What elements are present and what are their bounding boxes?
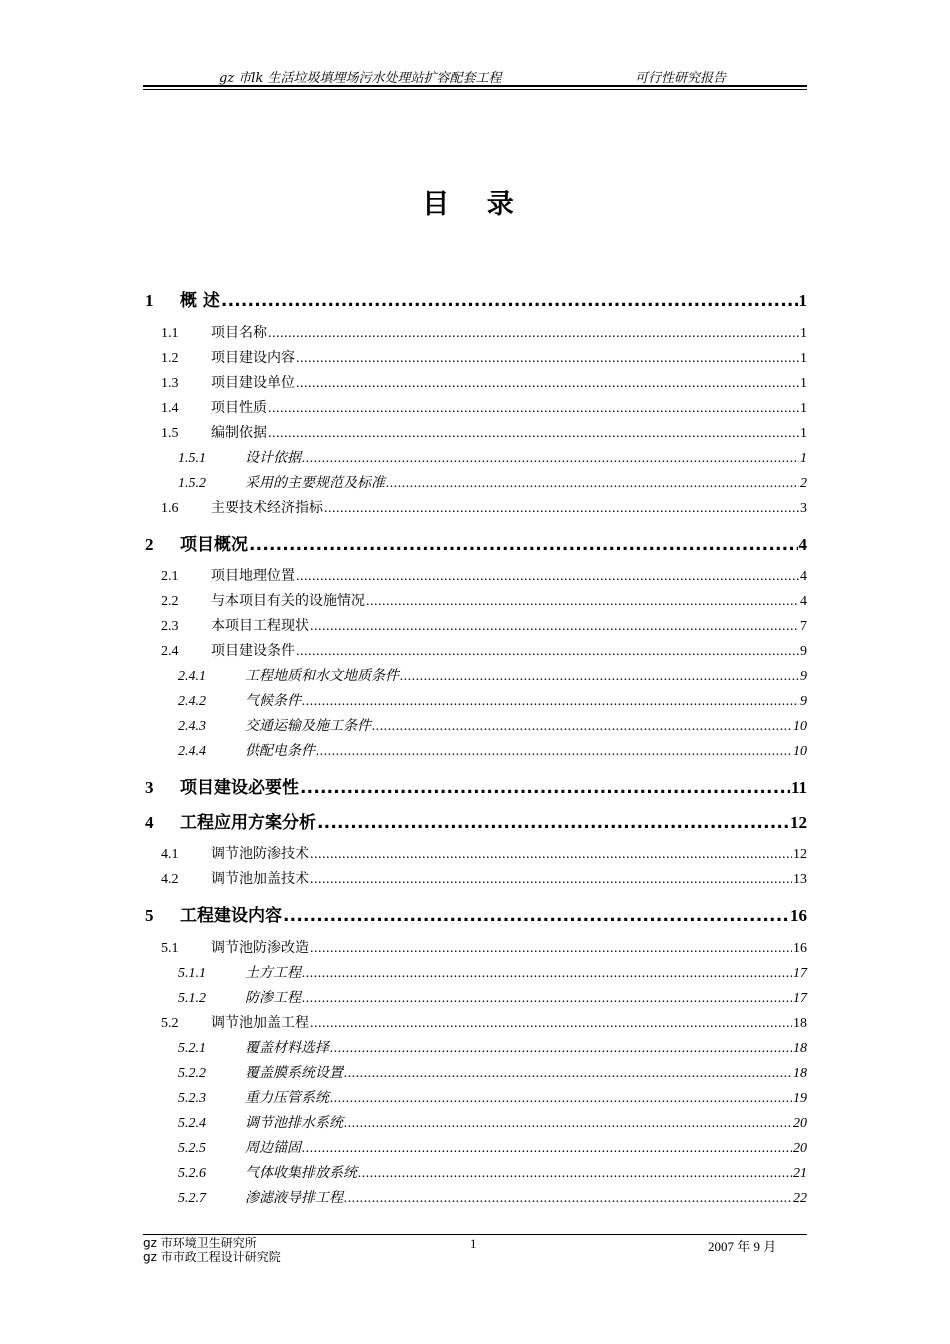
toc-entry-number: 1.5.1 [178, 451, 206, 466]
toc-entry-number: 5.2.1 [178, 1041, 206, 1056]
toc-leader-dots [302, 694, 799, 710]
toc-entry-page: 21 [793, 1166, 807, 1181]
toc-entry-title: 工程建设内容 [180, 906, 282, 926]
toc-entry-number: 1.5.2 [178, 476, 206, 491]
toc-leader-dots [372, 719, 792, 735]
toc-entry-number: 4.1 [161, 847, 179, 862]
toc-entry-title: 调节池排水系统 [245, 1116, 343, 1131]
toc-entry-title: 项目性质 [211, 401, 267, 416]
toc-entry[interactable] [143, 808, 807, 833]
toc-entry-title: 项目名称 [211, 326, 267, 341]
toc-entry-page: 17 [793, 991, 807, 1006]
toc-leader-dots [330, 1041, 792, 1057]
toc-entry-number: 2.3 [161, 619, 179, 634]
toc-entry-number: 5.1.2 [178, 991, 206, 1006]
toc-entry-title: 工程地质和水文地质条件 [245, 669, 399, 684]
toc-leader-dots [310, 619, 799, 635]
toc-entry-number: 1.4 [161, 401, 179, 416]
toc-entry-title: 渗滤液导排工程 [245, 1191, 343, 1206]
toc-entry-page: 20 [793, 1141, 807, 1156]
toc-entry-title: 周边锚固 [245, 1141, 301, 1156]
toc-entry-number: 5.2.2 [178, 1066, 206, 1081]
toc-leader-dots [296, 376, 799, 392]
toc-entry[interactable] [143, 901, 807, 926]
toc-entry-title: 项目地理位置 [211, 569, 295, 584]
toc-entry-title: 防渗工程 [245, 991, 301, 1006]
toc-leader-dots [302, 991, 792, 1007]
toc-entry-number: 5 [145, 906, 154, 925]
toc-entry-page: 11 [790, 778, 807, 797]
toc-entry-number: 2.4.4 [178, 744, 206, 759]
toc-entry-number: 2.4.2 [178, 694, 206, 709]
toc-entry-page: 18 [793, 1041, 807, 1056]
toc-leader-dots [366, 594, 799, 610]
toc-entry-number: 1.5 [161, 426, 179, 441]
toc-leader-dots [249, 535, 798, 555]
toc-entry-number: 2.4.1 [178, 669, 206, 684]
toc-entry-page: 1 [800, 426, 807, 441]
toc-entry-number: 5.2.3 [178, 1091, 206, 1106]
toc-entry-number: 5.2 [161, 1016, 179, 1031]
toc-entry-title: 项目建设内容 [211, 351, 295, 366]
toc-entry-page: 1 [798, 291, 807, 310]
toc-entry[interactable] [143, 590, 807, 610]
toc-entry[interactable] [143, 397, 807, 417]
footer-page-number: 1 [470, 1236, 477, 1251]
toc-entry-title: 调节池加盖工程 [211, 1016, 309, 1031]
toc-entry[interactable] [143, 286, 807, 311]
toc-entry-page: 18 [793, 1066, 807, 1081]
toc-entry[interactable] [143, 690, 807, 710]
toc-entry[interactable] [143, 937, 807, 957]
toc-leader-dots [400, 669, 799, 685]
toc-leader-dots [296, 569, 799, 585]
toc-leader-dots [302, 1141, 792, 1157]
toc-leader-dots [283, 906, 789, 926]
toc-entry[interactable] [143, 565, 807, 585]
toc-leader-dots [316, 744, 792, 760]
toc-leader-dots [310, 847, 792, 863]
toc-entry-number: 5.2.5 [178, 1141, 206, 1156]
toc-entry[interactable] [143, 322, 807, 342]
toc-entry-title: 调节池防渗改造 [211, 941, 309, 956]
toc-entry[interactable] [143, 347, 807, 367]
toc-entry[interactable] [143, 1062, 807, 1082]
toc-leader-dots [221, 291, 798, 311]
toc-entry-number: 2.1 [161, 569, 179, 584]
toc-entry[interactable] [143, 843, 807, 863]
toc-leader-dots [310, 1016, 792, 1032]
toc-entry-title: 工程应用方案分析 [180, 813, 316, 833]
toc-entry-title: 土方工程 [245, 966, 301, 981]
toc-leader-dots [344, 1191, 792, 1207]
toc-entry[interactable] [143, 422, 807, 442]
footer-org-1: gz 市环境卫生研究所 [143, 1236, 257, 1250]
toc-entry-page: 13 [793, 872, 807, 887]
page-header [143, 64, 807, 86]
toc-entry-page: 9 [800, 669, 807, 684]
toc-entry-title: 项目建设单位 [211, 376, 295, 391]
page-title: 目 录 [422, 189, 528, 220]
toc-entry-number: 5.1 [161, 941, 179, 956]
toc-entry[interactable] [143, 740, 807, 760]
header-report-type: 可行性研究报告 [635, 71, 727, 86]
toc-entry-title: 调节池加盖技术 [211, 872, 309, 887]
toc-entry-page: 10 [793, 719, 807, 734]
footer-org-2: gz 市市政工程设计研究院 [143, 1250, 281, 1264]
toc-entry-title: 项目概况 [180, 535, 248, 555]
toc-entry-page: 17 [793, 966, 807, 981]
toc-entry-title: 调节池防渗技术 [211, 847, 309, 862]
toc-entry-number: 5.2.4 [178, 1116, 206, 1131]
toc-entry-page: 1 [800, 326, 807, 341]
toc-entry-page: 1 [800, 451, 807, 466]
toc-entry[interactable] [143, 1112, 807, 1132]
toc-entry-number: 1.6 [161, 501, 179, 516]
toc-entry[interactable] [143, 447, 807, 467]
toc-entry[interactable] [143, 987, 807, 1007]
toc-leader-dots [310, 872, 792, 888]
toc-leader-dots [344, 1116, 792, 1132]
toc-entry-number: 4.2 [161, 872, 179, 887]
toc-entry-number: 2.2 [161, 594, 179, 609]
toc-leader-dots [344, 1066, 792, 1082]
toc-leader-dots [268, 326, 799, 342]
toc-entry[interactable] [143, 1137, 807, 1157]
toc-entry-title: 概 述 [180, 291, 220, 311]
toc-entry-page: 1 [800, 351, 807, 366]
toc-entry-page: 12 [790, 813, 807, 832]
toc-entry-number: 2 [145, 535, 154, 554]
toc-entry-title: 设计依据 [245, 451, 301, 466]
footer-rule [143, 1234, 807, 1235]
toc-entry-page: 3 [800, 501, 807, 516]
toc-entry-title: 交通运输及施工条件 [245, 719, 371, 734]
header-project-title: gz 市lk 生活垃圾填埋场污水处理站扩容配套工程 [219, 71, 502, 86]
toc-entry-page: 4 [800, 569, 807, 584]
toc-entry-title: 气体收集排放系统 [245, 1166, 357, 1181]
toc-leader-dots [324, 501, 799, 517]
toc-entry-title: 编制依据 [211, 426, 267, 441]
toc-entry-number: 1.1 [161, 326, 179, 341]
toc-entry[interactable] [143, 1162, 807, 1182]
toc-entry[interactable] [143, 1012, 807, 1032]
toc-entry-title: 与本项目有关的设施情况 [211, 594, 365, 609]
toc-entry-page: 22 [793, 1191, 807, 1206]
toc-entry-title: 覆盖膜系统设置 [245, 1066, 343, 1081]
toc-entry[interactable] [143, 1037, 807, 1057]
toc-entry-number: 1.2 [161, 351, 179, 366]
toc-leader-dots [310, 941, 792, 957]
toc-entry-title: 项目建设必要性 [180, 778, 299, 798]
toc-entry[interactable] [143, 773, 807, 798]
toc-leader-dots [300, 778, 790, 798]
toc-entry-page: 12 [793, 847, 807, 862]
toc-entry-number: 2.4.3 [178, 719, 206, 734]
toc-entry-page: 1 [800, 401, 807, 416]
toc-entry-title: 供配电条件 [245, 744, 315, 759]
toc-entry-page: 16 [790, 906, 807, 925]
toc-leader-dots [386, 476, 799, 492]
toc-entry-page: 9 [800, 644, 807, 659]
header-rule-thick [143, 85, 807, 87]
toc-entry-page: 10 [793, 744, 807, 759]
toc-entry-number: 2.4 [161, 644, 179, 659]
toc-entry-number: 3 [145, 778, 154, 797]
toc-entry-number: 5.2.6 [178, 1166, 206, 1181]
toc-leader-dots [302, 451, 799, 467]
toc-entry-page: 7 [800, 619, 807, 634]
toc-entry-page: 9 [800, 694, 807, 709]
footer-date: 2007 年 9 月 [708, 1239, 777, 1254]
toc-leader-dots [268, 426, 799, 442]
toc-entry[interactable] [143, 868, 807, 888]
toc-entry-title: 气候条件 [245, 694, 301, 709]
toc-entry[interactable] [143, 1087, 807, 1107]
toc-entry-title: 采用的主要规范及标准 [245, 476, 385, 491]
toc-leader-dots [296, 644, 799, 660]
toc-entry-number: 5.2.7 [178, 1191, 206, 1206]
toc-entry-page: 18 [793, 1016, 807, 1031]
toc-entry-title: 项目建设条件 [211, 644, 295, 659]
toc-entry[interactable] [143, 640, 807, 660]
toc-entry-title: 本项目工程现状 [211, 619, 309, 634]
toc-leader-dots [302, 966, 792, 982]
toc-entry-page: 20 [793, 1116, 807, 1131]
toc-leader-dots [330, 1091, 792, 1107]
toc-entry[interactable] [143, 665, 807, 685]
toc-entry-page: 16 [793, 941, 807, 956]
toc-entry[interactable] [143, 1187, 807, 1207]
toc-leader-dots [296, 351, 799, 367]
toc-entry-page: 2 [800, 476, 807, 491]
toc-entry-number: 4 [145, 813, 154, 832]
toc-entry-number: 1.3 [161, 376, 179, 391]
toc-entry-page: 4 [798, 535, 807, 554]
footer-organizations [143, 1236, 281, 1264]
toc-leader-dots [317, 813, 789, 833]
toc-entry-page: 4 [800, 594, 807, 609]
toc-entry[interactable] [143, 962, 807, 982]
toc-entry[interactable] [143, 530, 807, 555]
toc-leader-dots [358, 1166, 792, 1182]
toc-entry-title: 重力压管系统 [245, 1091, 329, 1106]
toc-entry-number: 5.1.1 [178, 966, 206, 981]
toc-entry-number: 1 [145, 291, 154, 310]
toc-leader-dots [268, 401, 799, 417]
toc-entry[interactable] [143, 497, 807, 517]
toc-entry[interactable] [143, 615, 807, 635]
header-rule-thin [143, 89, 807, 90]
toc-entry-title: 主要技术经济指标 [211, 501, 323, 516]
toc-entry-page: 19 [793, 1091, 807, 1106]
toc-entry[interactable] [143, 472, 807, 492]
toc-entry-page: 1 [800, 376, 807, 391]
toc-entry[interactable] [143, 372, 807, 392]
toc-entry-title: 覆盖材料选择 [245, 1041, 329, 1056]
toc-entry[interactable] [143, 715, 807, 735]
